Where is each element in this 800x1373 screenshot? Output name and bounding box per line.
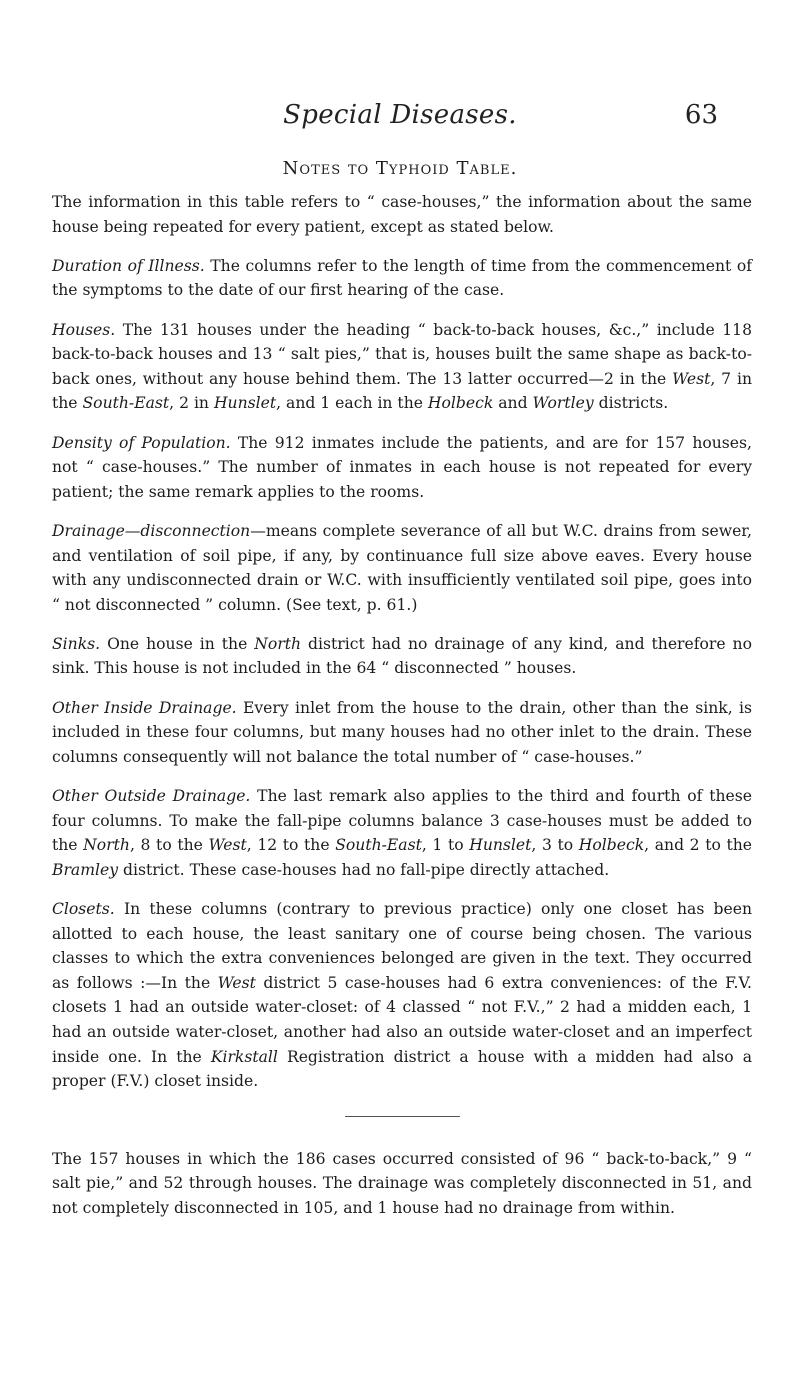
outside-drainage-lead: Other Outside Drainage. (52, 787, 251, 806)
notes-body (52, 190, 752, 1235)
page-header (0, 100, 800, 140)
closets-lead: Closets. (52, 900, 115, 918)
intro-paragraph: The information in this table refers to “ case-houses,” the information about the same house being repeated for every patient, except as stated below. (52, 193, 752, 236)
drainage-lead: Drainage—disconnection (52, 521, 251, 540)
drainage-paragraph: Drainage—disconnection—means complete severance of all but W.C. drains from sewer, and ventilation of soil pipe, if any, by continuance full size above eaves. Every house with any undisconnected drain or W.C. with insufficiently ventilated soil pipe, goes into “ not disconnected ” column. (See text, p. 61.) (52, 521, 752, 614)
running-title: Special Diseases. (283, 100, 517, 130)
page-number: 63 (684, 100, 718, 130)
section-divider (345, 1116, 460, 1117)
inside-drainage-lead: Other Inside Drainage. (52, 698, 237, 717)
houses-paragraph: Houses. The 131 houses under the heading “ back-to-back houses, &c.,” include 118 back-to-back houses and 13 “ salt pies,” that is, houses built the same shape as back-to-back ones, without any house behind them. The 13 latter occurred—2 in the West, 7 in the South-East, 2 in Hunslet, and 1 each in the Holbeck and Wortley districts. (52, 320, 752, 413)
inside-drainage-paragraph: Other Inside Drainage. Every inlet from the house to the drain, other than the sink, is included in these four columns, but many houses had no other inlet to the drain. These columns consequently will not balance the total number of “ case-houses.” (52, 698, 752, 766)
houses-lead: Houses. (52, 320, 116, 339)
density-paragraph: Density of Population. The 912 inmates include the patients, and are for 157 houses, not “ case-houses.” The number of inmates in each house is not repeated for every patient; the same remark applies to the rooms. (52, 433, 752, 501)
outside-drainage-paragraph: Other Outside Drainage. The last remark also applies to the third and fourth of these four columns. To make the fall-pipe columns balance 3 case-houses must be added to the North, 8 to the West, 12 to the South-East, 1 to Hunslet, 3 to Holbeck, and 2 to the Bramley district. These case-houses had no fall-pipe directly attached. (52, 787, 752, 879)
duration-lead: Duration of Illness. (52, 256, 205, 275)
sinks-paragraph: Sinks. One house in the North district had no drainage of any kind, and therefore no sink. This house is not included in the 64 “ disconnected ” houses. (52, 634, 752, 678)
density-lead: Density of Population. (52, 433, 231, 452)
sinks-lead: Sinks. (52, 634, 101, 653)
duration-paragraph: Duration of Illness. The columns refer to the length of time from the commencement of the symptoms to the date of our first hearing of the case. (52, 256, 752, 300)
section-heading: Notes to Typhoid Table. (282, 158, 518, 179)
summary-paragraph: The 157 houses in which the 186 cases occurred consisted of 96 “ back-to-back,” 9 “ salt pie,” and 52 through houses. The drainage was completely disconnected in 51, and not completely disconnected in 105, and 1 house had no drainage from within. (52, 1149, 752, 1217)
closets-paragraph: Closets. In these columns (contrary to previous practice) only one closet has been allotted to each house, the least sanitary one of course being chosen. The various classes to which the extra conveniences belonged are given in the text. They occurred as follows :—In the West district 5 case-houses had 6 extra conveniences: of the F.V. closets 1 had an outside water-closet: of 4 classed “ not F.V.,” 2 had a midden each, 1 had an outside water-closet, another had also an outside water-closet and an imperfect inside one. In the Kirkstall Registration district a house with a midden had also a proper (F.V.) closet inside. (52, 900, 753, 1091)
